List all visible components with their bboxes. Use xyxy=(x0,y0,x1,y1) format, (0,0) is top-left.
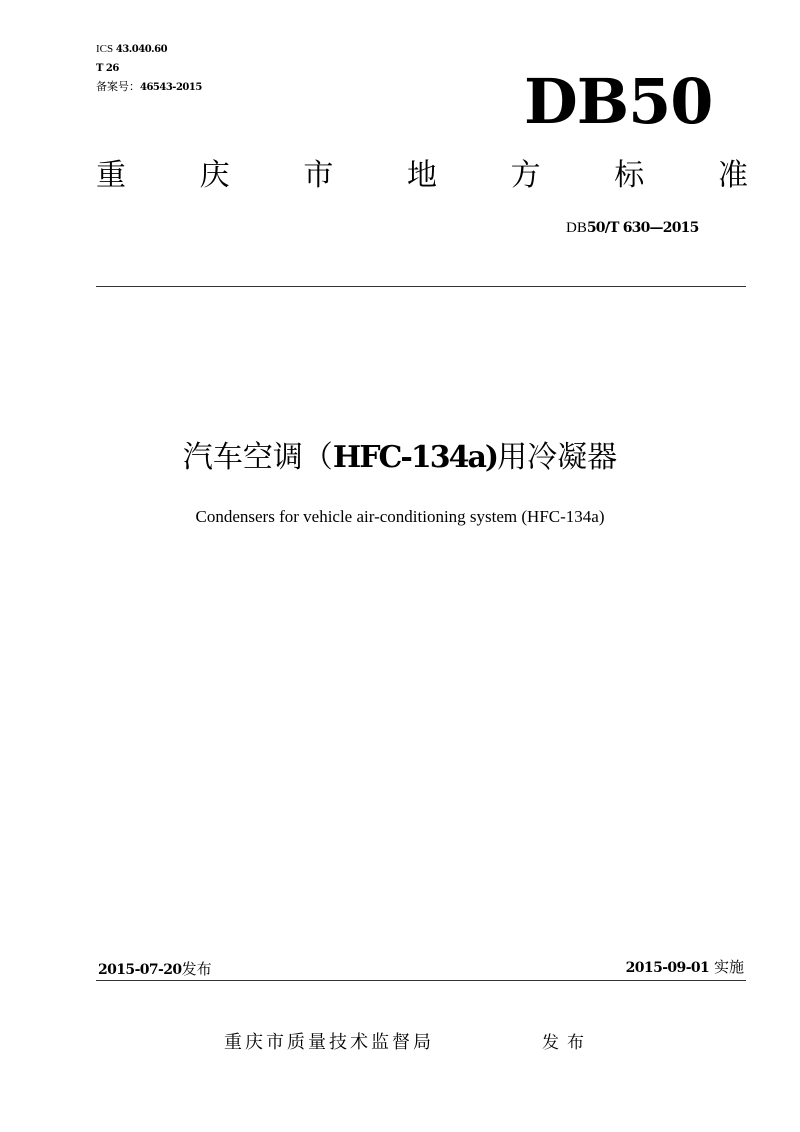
effective-date: 2015-09-01 xyxy=(625,960,710,976)
standard-title-char: 重 xyxy=(96,158,126,193)
top-divider xyxy=(96,286,746,287)
standard-number xyxy=(566,218,699,238)
standard-number-prefix: DB xyxy=(566,220,587,236)
record-label: 备案号： xyxy=(96,80,140,93)
issue-date: 2015-07-20 xyxy=(98,962,182,978)
standard-code: DB50 xyxy=(524,65,713,138)
effective-date-block xyxy=(626,956,744,979)
publisher-name: 重庆市质量技术监督局 xyxy=(224,1032,434,1053)
document-title xyxy=(0,436,800,480)
document-title-english: Condensers for vehicle air-conditioning system (HFC-134a) xyxy=(195,507,605,526)
standard-title-char: 方 xyxy=(510,158,541,193)
bottom-divider xyxy=(96,980,746,981)
ics-value: 43.040.60 xyxy=(115,44,168,55)
standard-title-char: 地 xyxy=(406,158,437,193)
standard-title-char: 庆 xyxy=(199,158,230,193)
issue-label: 发布 xyxy=(181,960,212,978)
standard-title-char: 市 xyxy=(303,158,334,193)
title-cn-code: HFC-134a) xyxy=(332,440,498,475)
class-code-row xyxy=(96,59,202,78)
standard-title-char: 准 xyxy=(717,158,748,193)
ics-label: ICS xyxy=(96,43,114,55)
standard-number-value: 50/T 630—2015 xyxy=(586,220,699,236)
title-cn-before: 汽车空调（ xyxy=(182,440,333,475)
record-value: 46543-2015 xyxy=(140,82,202,93)
publisher-action: 发布 xyxy=(542,1033,592,1053)
class-code: T 26 xyxy=(96,63,119,74)
effective-label: 实施 xyxy=(713,958,744,976)
issue-date-block xyxy=(98,958,212,981)
record-row xyxy=(96,78,202,97)
standard-title xyxy=(96,154,748,198)
title-cn-after: 用冷凝器 xyxy=(497,440,618,475)
ics-row xyxy=(96,40,202,59)
meta-block xyxy=(96,40,202,97)
standard-title-char: 标 xyxy=(614,158,645,193)
